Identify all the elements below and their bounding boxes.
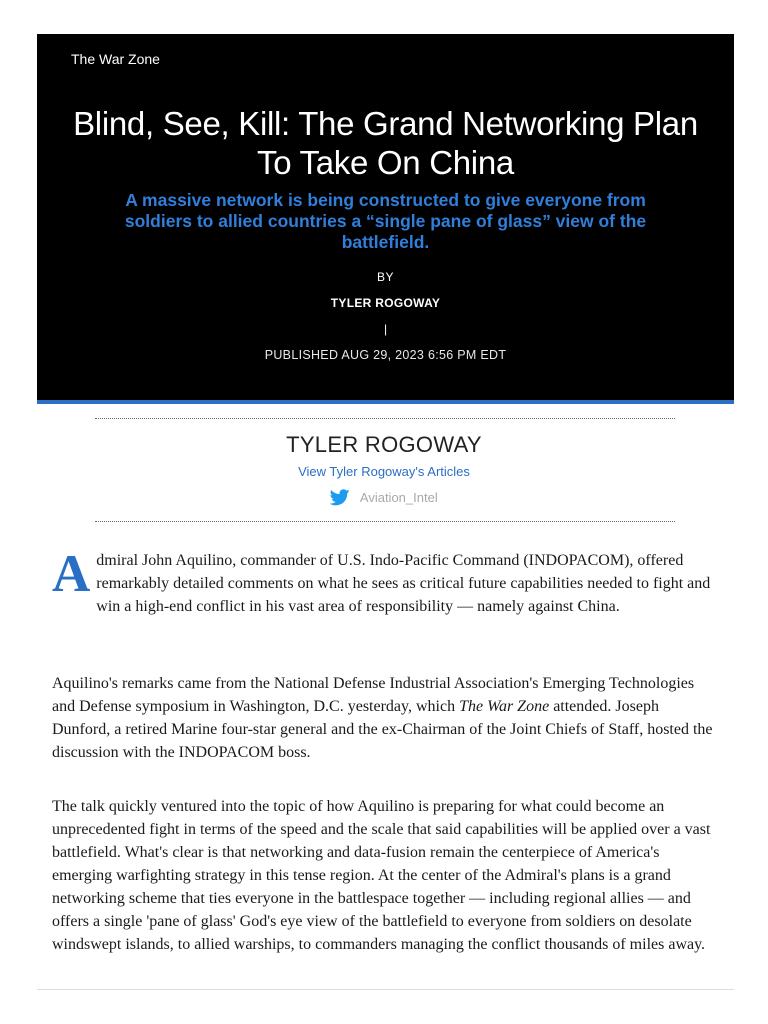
view-author-articles-link[interactable]: View Tyler Rogoway's Articles [298,464,470,479]
twitter-handle: Aviation_Intel [359,490,438,506]
article-dek: A massive network is being constructed to give everyone from soldiers to allied countries a “single pane of glass” view of the battlefield. [124,190,647,252]
author-twitter[interactable] [0,489,768,506]
author-name: TYLER ROGOWAY [286,432,482,457]
article-paragraph-1 [52,545,720,618]
author-box-top-divider [95,418,675,419]
author-box-bottom-divider [95,521,675,522]
section-label[interactable]: The War Zone [71,51,160,67]
byline-separator: | [383,322,388,336]
drop-cap: A [52,545,91,603]
publish-date: PUBLISHED AUG 29, 2023 6:56 PM EDT [264,348,507,362]
paragraph-2-text-a: Aquilino's remarks came from the National Defense Industrial Association's Emerging Technologies and Defense symposium in Washington, D.C. yesterday, which [52,675,695,715]
twitter-icon [330,489,350,506]
article-hero [37,34,734,404]
paragraph-1-text: dmiral John Aquilino, commander of U.S. Indo-Pacific Command (INDOPACOM), offered remarkably detailed comments on what he sees as critical future capabilities needed to fight and win a high-end conflict in his vast area of responsibility — namely against China. [96,552,711,615]
byline-label: BY [376,270,394,284]
byline-author[interactable]: TYLER ROGOWAY [330,296,441,310]
article-paragraph-3: The talk quickly ventured into the topic of how Aquilino is preparing for what could become an unprecedented fight in terms of the speed and the scale that said capabilities will be applied over a vast battlefield. What's clear is that networking and data-fusion remain the centerpiece of America's emerging warfighting strategy in this tense region. At the center of the Admiral's plans is a grand networking scheme that ties everyone in the battlespace together — including regional allies — and offers a single 'pane of glass' God's eye view of the battlefield to everyone from soldiers on desolate windswept islands, to allied warships, to commanders managing the conflict thousands of miles away. [52,798,711,953]
publication-name: The War Zone [459,698,550,715]
bottom-divider [37,989,734,990]
paragraph-2-text-b: attended. Joseph Dunford, a retired Marine four-star general and the ex-Chairman of the Joint Chiefs of Staff, hosted the discussion with the INDOPACOM boss. [52,698,713,761]
article-headline: Blind, See, Kill: The Grand Networking Plan To Take On China [73,105,698,181]
article-paragraph-2 [52,672,720,764]
